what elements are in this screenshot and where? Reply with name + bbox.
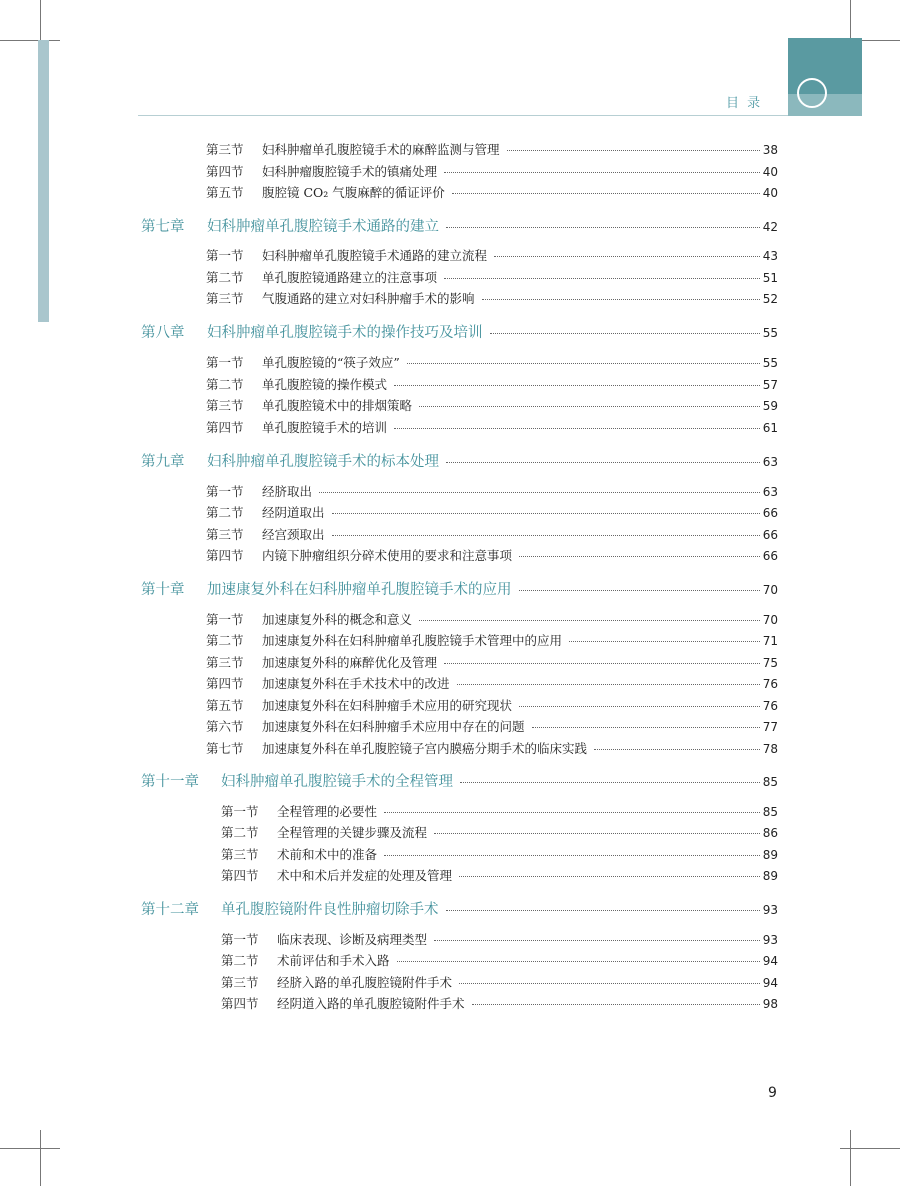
section-title: 经脐取出 [262, 484, 313, 499]
section-number: 第二节 [206, 633, 244, 648]
toc-section-entry[interactable] [206, 246, 778, 264]
dot-leader [519, 590, 760, 591]
page-reference: 40 [762, 165, 778, 179]
dot-leader [397, 961, 760, 962]
section-number: 第一节 [221, 932, 259, 947]
section-number: 第二节 [221, 953, 259, 968]
section-title: 气腹通路的建立对妇科肿瘤手术的影响 [262, 291, 475, 306]
section-title: 术前和术中的准备 [277, 847, 378, 862]
page-reference: 59 [762, 399, 778, 413]
section-title: 加速康复外科的麻醉优化及管理 [262, 655, 438, 670]
section-number: 第三节 [206, 142, 244, 157]
dot-leader [384, 812, 760, 813]
section-number: 第三节 [221, 847, 259, 862]
section-number: 第四节 [221, 996, 259, 1011]
page-reference: 66 [762, 549, 778, 563]
section-number: 第二节 [221, 825, 259, 840]
toc-section-entry[interactable] [221, 823, 778, 841]
section-number: 第一节 [206, 248, 244, 263]
section-title: 妇科肿瘤腹腔镜手术的镇痛处理 [262, 164, 438, 179]
page-reference: 63 [762, 455, 778, 469]
section-title: 加速康复外科在妇科肿瘤手术应用的研究现状 [262, 698, 513, 713]
chapter-title: 妇科肿瘤单孔腹腔镜手术的标本处理 [207, 454, 439, 470]
toc-section-entry[interactable] [206, 696, 778, 714]
section-number: 第四节 [221, 868, 259, 883]
chapter-number: 第十二章 [141, 902, 199, 918]
page-reference: 76 [762, 677, 778, 691]
crop-mark [840, 1148, 900, 1149]
dot-leader [459, 983, 760, 984]
dot-leader [446, 462, 760, 463]
dot-leader [490, 333, 760, 334]
section-number: 第一节 [206, 484, 244, 499]
section-title: 腹腔镜 CO₂ 气腹麻醉的循证评价 [262, 185, 445, 200]
decorative-side-bar [38, 40, 49, 322]
chapter-number: 第七章 [141, 219, 185, 235]
toc-section-entry[interactable] [206, 525, 778, 543]
section-number: 第二节 [206, 377, 244, 392]
page-reference: 55 [762, 356, 778, 370]
page-header-title: 目 录 [726, 96, 763, 111]
page-reference: 86 [762, 826, 778, 840]
toc-section-entry[interactable] [221, 973, 778, 991]
toc-chapter-entry[interactable] [141, 770, 778, 791]
section-title: 单孔腹腔镜的操作模式 [262, 377, 388, 392]
toc-section-entry[interactable] [221, 866, 778, 884]
toc-chapter-entry[interactable] [141, 321, 778, 342]
dot-leader [507, 150, 760, 151]
toc-section-entry[interactable] [221, 951, 778, 969]
toc-chapter-entry[interactable] [141, 578, 778, 599]
section-number: 第三节 [206, 398, 244, 413]
section-title: 单孔腹腔镜手术的培训 [262, 420, 388, 435]
page-reference: 85 [762, 775, 778, 789]
section-number: 第三节 [206, 527, 244, 542]
section-title: 加速康复外科在单孔腹腔镜子宫内膜癌分期手术的临床实践 [262, 741, 588, 756]
dot-leader [569, 641, 760, 642]
toc-chapter-entry[interactable] [141, 450, 778, 471]
section-number: 第一节 [206, 355, 244, 370]
dot-leader [519, 556, 760, 557]
section-title: 内镜下肿瘤组织分碎术使用的要求和注意事项 [262, 548, 513, 563]
section-number: 第六节 [206, 719, 244, 734]
page-reference: 71 [762, 634, 778, 648]
dot-leader [519, 706, 760, 707]
dot-leader [460, 782, 760, 783]
toc-section-entry[interactable] [206, 653, 778, 671]
section-number: 第二节 [206, 505, 244, 520]
section-title: 单孔腹腔镜的“筷子效应” [262, 355, 400, 370]
chapter-title: 妇科肿瘤单孔腹腔镜手术通路的建立 [207, 219, 439, 235]
toc-chapter-entry[interactable] [141, 215, 778, 236]
chapter-number: 第九章 [141, 454, 185, 470]
page-reference: 52 [762, 292, 778, 306]
dot-leader [384, 855, 760, 856]
page-reference: 89 [762, 869, 778, 883]
circle-icon [797, 78, 827, 108]
section-title: 全程管理的关键步骤及流程 [277, 825, 428, 840]
section-title: 加速康复外科的概念和意义 [262, 612, 413, 627]
section-title: 术前评估和手术入路 [277, 953, 390, 968]
section-title: 经阴道入路的单孔腹腔镜附件手术 [277, 996, 465, 1011]
toc-section-entry[interactable] [206, 610, 778, 628]
section-title: 经阴道取出 [262, 505, 325, 520]
toc-section-entry[interactable] [206, 546, 778, 564]
dot-leader [332, 535, 760, 536]
dot-leader [434, 833, 760, 834]
dot-leader [457, 684, 760, 685]
section-number: 第七节 [206, 741, 244, 756]
toc-section-entry[interactable] [206, 674, 778, 692]
page-reference: 70 [762, 613, 778, 627]
dot-leader [444, 278, 760, 279]
page-reference: 57 [762, 378, 778, 392]
chapter-title: 妇科肿瘤单孔腹腔镜手术的操作技巧及培训 [207, 325, 483, 341]
page-reference: 98 [762, 997, 778, 1011]
chapter-title: 妇科肿瘤单孔腹腔镜手术的全程管理 [221, 774, 453, 790]
chapter-title: 加速康复外科在妇科肿瘤单孔腹腔镜手术的应用 [207, 582, 512, 598]
toc-section-entry[interactable] [206, 140, 778, 158]
crop-mark [0, 40, 60, 41]
toc-section-entry[interactable] [206, 739, 778, 757]
toc-section-entry[interactable] [206, 162, 778, 180]
section-title: 全程管理的必要性 [277, 804, 378, 819]
toc-section-entry[interactable] [206, 396, 778, 414]
section-number: 第三节 [206, 291, 244, 306]
section-title: 临床表现、诊断及病理类型 [277, 932, 428, 947]
toc-section-entry[interactable] [206, 418, 778, 436]
page-reference: 78 [762, 742, 778, 756]
toc-section-entry[interactable] [206, 503, 778, 521]
crop-mark [850, 1130, 851, 1186]
dot-leader [452, 193, 760, 194]
crop-mark [40, 1130, 41, 1186]
dot-leader [482, 299, 760, 300]
section-number: 第五节 [206, 185, 244, 200]
dot-leader [434, 940, 760, 941]
section-number: 第四节 [206, 676, 244, 691]
toc-chapter-entry[interactable] [141, 898, 778, 919]
chapter-title: 单孔腹腔镜附件良性肿瘤切除手术 [221, 902, 439, 918]
toc-section-entry[interactable] [206, 353, 778, 371]
dot-leader [444, 172, 760, 173]
page-reference: 51 [762, 271, 778, 285]
page-reference: 76 [762, 699, 778, 713]
toc-section-entry[interactable] [206, 482, 778, 500]
page-reference: 40 [762, 186, 778, 200]
page-reference: 43 [762, 249, 778, 263]
section-number: 第四节 [206, 164, 244, 179]
page-reference: 63 [762, 485, 778, 499]
dot-leader [394, 385, 760, 386]
section-title: 术中和术后并发症的处理及管理 [277, 868, 453, 883]
header-divider [138, 115, 788, 116]
toc-section-entry[interactable] [206, 631, 778, 649]
dot-leader [332, 513, 760, 514]
section-title: 妇科肿瘤单孔腹腔镜手术通路的建立流程 [262, 248, 488, 263]
page-reference: 66 [762, 528, 778, 542]
section-number: 第一节 [221, 804, 259, 819]
section-title: 加速康复外科在手术技术中的改进 [262, 676, 450, 691]
section-number: 第二节 [206, 270, 244, 285]
toc-section-entry[interactable] [221, 930, 778, 948]
section-title: 单孔腹腔镜通路建立的注意事项 [262, 270, 438, 285]
page-reference: 77 [762, 720, 778, 734]
toc-section-entry[interactable] [221, 802, 778, 820]
dot-leader [394, 428, 760, 429]
chapter-number: 第十一章 [141, 774, 199, 790]
toc-section-entry[interactable] [221, 845, 778, 863]
dot-leader [459, 876, 760, 877]
page-reference: 61 [762, 421, 778, 435]
section-title: 经宫颈取出 [262, 527, 325, 542]
section-number: 第一节 [206, 612, 244, 627]
page-reference: 93 [762, 933, 778, 947]
section-title: 经脐入路的单孔腹腔镜附件手术 [277, 975, 453, 990]
dot-leader [594, 749, 760, 750]
page-reference: 89 [762, 848, 778, 862]
dot-leader [446, 227, 760, 228]
toc-section-entry[interactable] [206, 268, 778, 286]
section-number: 第五节 [206, 698, 244, 713]
dot-leader [407, 363, 760, 364]
page-reference: 85 [762, 805, 778, 819]
page-reference: 55 [762, 326, 778, 340]
page-reference: 42 [762, 220, 778, 234]
dot-leader [444, 663, 760, 664]
section-number: 第四节 [206, 548, 244, 563]
toc-section-entry[interactable] [206, 289, 778, 307]
section-number: 第三节 [206, 655, 244, 670]
decorative-corner-block [788, 38, 862, 116]
page-reference: 38 [762, 143, 778, 157]
dot-leader [419, 406, 760, 407]
page-reference: 94 [762, 976, 778, 990]
chapter-number: 第十章 [141, 582, 185, 598]
crop-mark [0, 1148, 60, 1149]
toc-section-entry[interactable] [221, 994, 778, 1012]
page-number: 9 [768, 1085, 777, 1101]
page-reference: 66 [762, 506, 778, 520]
section-number: 第四节 [206, 420, 244, 435]
dot-leader [446, 910, 760, 911]
section-number: 第三节 [221, 975, 259, 990]
section-title: 加速康复外科在妇科肿瘤单孔腹腔镜手术管理中的应用 [262, 633, 563, 648]
dot-leader [472, 1004, 760, 1005]
dot-leader [494, 256, 760, 257]
page-reference: 70 [762, 583, 778, 597]
toc-section-entry[interactable] [206, 717, 778, 735]
section-title: 单孔腹腔镜术中的排烟策略 [262, 398, 413, 413]
chapter-number: 第八章 [141, 325, 185, 341]
dot-leader [419, 620, 760, 621]
page-reference: 75 [762, 656, 778, 670]
page-reference: 94 [762, 954, 778, 968]
dot-leader [319, 492, 760, 493]
toc-section-entry[interactable] [206, 183, 778, 201]
section-title: 妇科肿瘤单孔腹腔镜手术的麻醉监测与管理 [262, 142, 500, 157]
section-title: 加速康复外科在妇科肿瘤手术应用中存在的问题 [262, 719, 525, 734]
toc-section-entry[interactable] [206, 375, 778, 393]
dot-leader [532, 727, 760, 728]
page-reference: 93 [762, 903, 778, 917]
